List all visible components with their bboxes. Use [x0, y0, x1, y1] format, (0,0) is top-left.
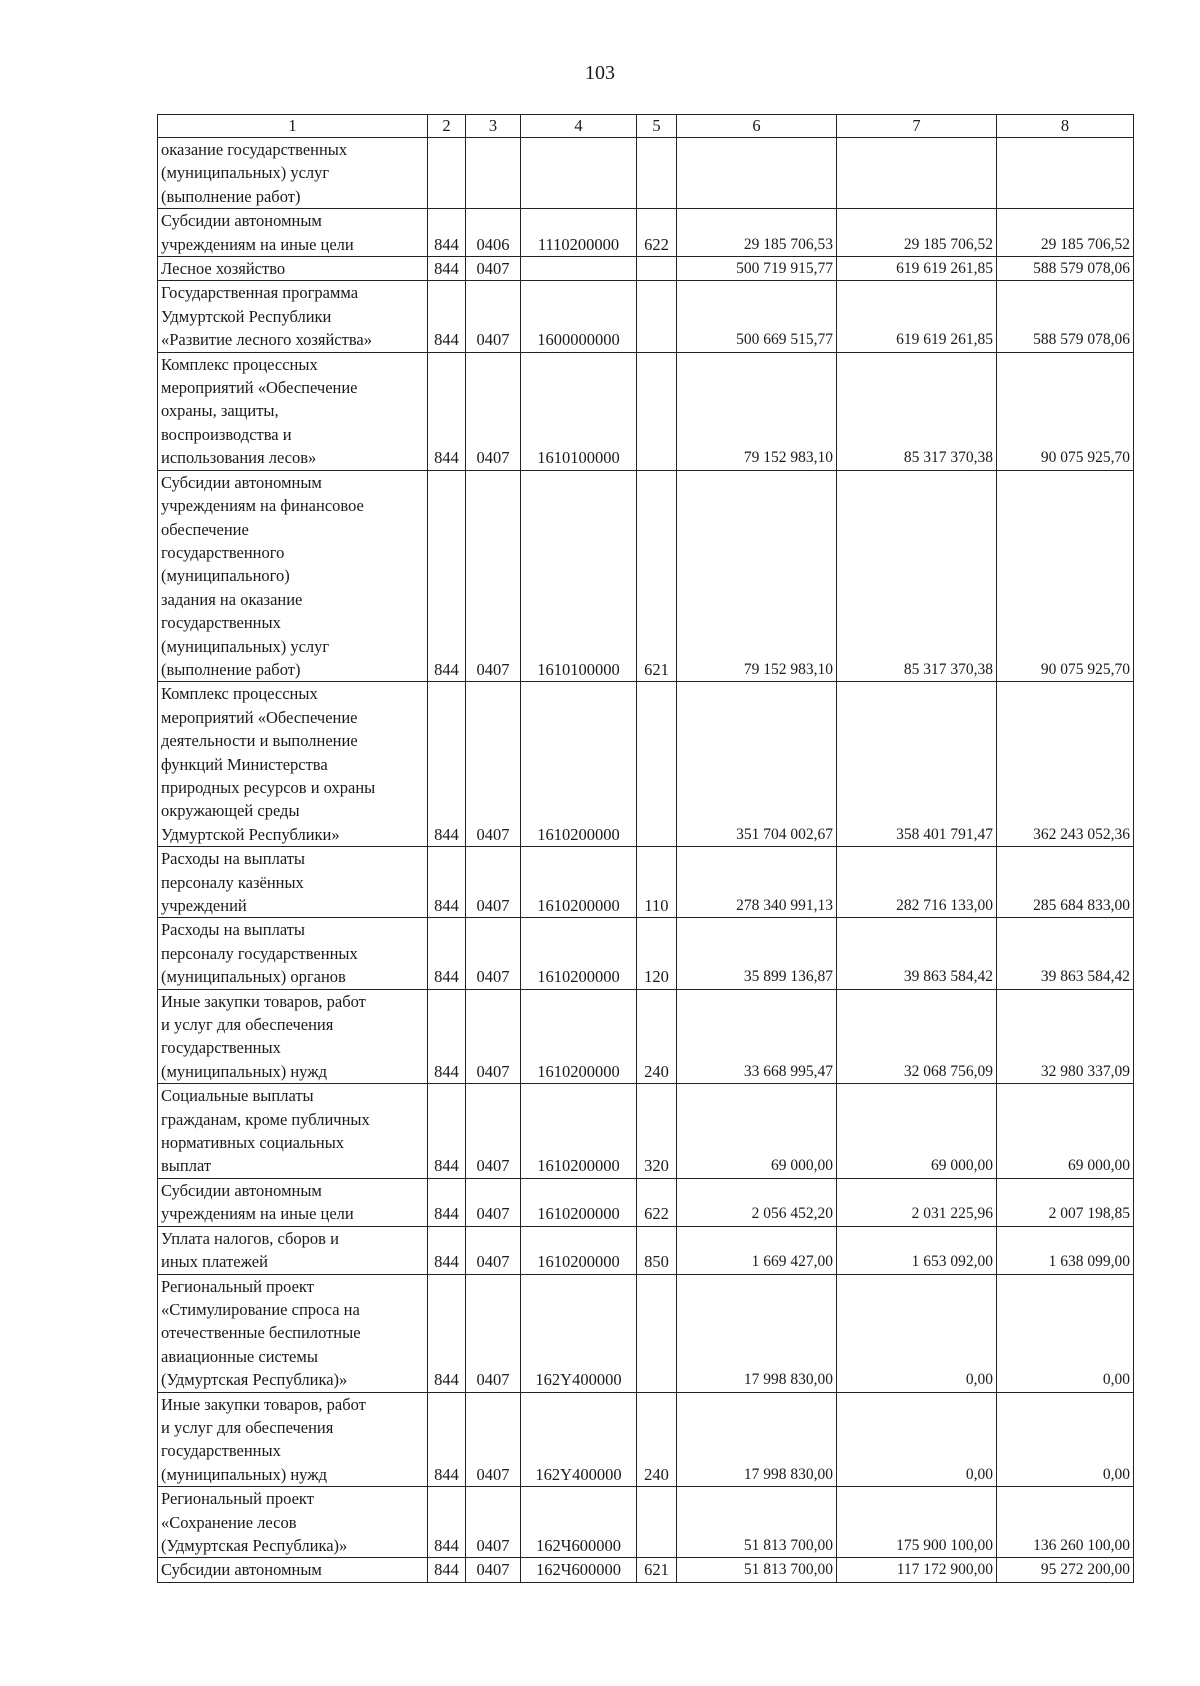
header-cell-2: 2 — [428, 115, 466, 138]
target-article-code: 162Y400000 — [521, 1392, 637, 1487]
section-code: 0407 — [466, 470, 521, 682]
target-article-code: 1610200000 — [521, 1226, 637, 1274]
table-row — [158, 1178, 1134, 1226]
expense-type-code: 240 — [637, 1392, 677, 1487]
expense-type-code: 621 — [637, 470, 677, 682]
section-code: 0407 — [466, 989, 521, 1084]
amount-col6: 500 719 915,77 — [677, 257, 837, 281]
header-cell-3: 3 — [466, 115, 521, 138]
row-name: Субсидии автономным учреждениям на иные цели — [158, 1178, 428, 1226]
amount-col6: 51 813 700,00 — [677, 1487, 837, 1558]
amount-col7: 117 172 900,00 — [837, 1558, 997, 1582]
expense-type-code: 622 — [637, 1178, 677, 1226]
amount-col8: 2 007 198,85 — [997, 1178, 1134, 1226]
target-article-code: 162Y400000 — [521, 1274, 637, 1392]
ministry-code: 844 — [428, 281, 466, 352]
row-name: Региональный проект «Стимулирование спроса на отечественные беспилотные авиационные системы (Удмуртская Республика)» — [158, 1274, 428, 1392]
expense-type-code: 320 — [637, 1084, 677, 1179]
section-code — [466, 138, 521, 209]
expense-type-code — [637, 1487, 677, 1558]
header-cell-8: 8 — [997, 115, 1134, 138]
table-row — [158, 918, 1134, 989]
ministry-code — [428, 138, 466, 209]
amount-col6: 17 998 830,00 — [677, 1392, 837, 1487]
target-article-code: 1610100000 — [521, 470, 637, 682]
header-cell-5: 5 — [637, 115, 677, 138]
amount-col8: 362 243 052,36 — [997, 682, 1134, 847]
section-code: 0407 — [466, 847, 521, 918]
amount-col6: 351 704 002,67 — [677, 682, 837, 847]
section-code: 0407 — [466, 682, 521, 847]
amount-col8: 1 638 099,00 — [997, 1226, 1134, 1274]
table-row — [158, 1392, 1134, 1487]
amount-col7: 69 000,00 — [837, 1084, 997, 1179]
amount-col6: 29 185 706,53 — [677, 209, 837, 257]
row-name: Расходы на выплаты персоналу государственных (муниципальных) органов — [158, 918, 428, 989]
expense-type-code: 120 — [637, 918, 677, 989]
table-row — [158, 352, 1134, 470]
amount-col6: 33 668 995,47 — [677, 989, 837, 1084]
expense-type-code — [637, 138, 677, 209]
ministry-code: 844 — [428, 470, 466, 682]
amount-col7: 0,00 — [837, 1392, 997, 1487]
amount-col6: 51 813 700,00 — [677, 1558, 837, 1582]
expense-type-code — [637, 682, 677, 847]
expense-type-code: 621 — [637, 1558, 677, 1582]
ministry-code: 844 — [428, 989, 466, 1084]
amount-col6: 17 998 830,00 — [677, 1274, 837, 1392]
ministry-code: 844 — [428, 1226, 466, 1274]
ministry-code: 844 — [428, 918, 466, 989]
budget-table — [157, 114, 1134, 1583]
page-number: 103 — [585, 62, 615, 84]
ministry-code: 844 — [428, 682, 466, 847]
section-code: 0407 — [466, 1392, 521, 1487]
header-cell-1: 1 — [158, 115, 428, 138]
ministry-code: 844 — [428, 1558, 466, 1582]
expense-type-code — [637, 257, 677, 281]
target-article-code: 1610100000 — [521, 352, 637, 470]
row-name: оказание государственных (муниципальных) услуг (выполнение работ) — [158, 138, 428, 209]
expense-type-code: 110 — [637, 847, 677, 918]
amount-col6: 278 340 991,13 — [677, 847, 837, 918]
row-name: Уплата налогов, сборов и иных платежей — [158, 1226, 428, 1274]
amount-col7: 85 317 370,38 — [837, 352, 997, 470]
amount-col6: 79 152 983,10 — [677, 352, 837, 470]
row-name: Иные закупки товаров, работ и услуг для обеспечения государственных (муниципальных) нужд — [158, 1392, 428, 1487]
amount-col7: 619 619 261,85 — [837, 257, 997, 281]
amount-col7: 0,00 — [837, 1274, 997, 1392]
expense-type-code — [637, 1274, 677, 1392]
amount-col7: 2 031 225,96 — [837, 1178, 997, 1226]
amount-col6: 35 899 136,87 — [677, 918, 837, 989]
table-row — [158, 138, 1134, 209]
table-row — [158, 1487, 1134, 1558]
amount-col8: 39 863 584,42 — [997, 918, 1134, 989]
ministry-code: 844 — [428, 1392, 466, 1487]
table-row — [158, 1084, 1134, 1179]
amount-col7: 39 863 584,42 — [837, 918, 997, 989]
target-article-code: 1610200000 — [521, 682, 637, 847]
amount-col8: 32 980 337,09 — [997, 989, 1134, 1084]
amount-col8: 29 185 706,52 — [997, 209, 1134, 257]
table-row — [158, 847, 1134, 918]
target-article-code: 1610200000 — [521, 918, 637, 989]
amount-col7: 619 619 261,85 — [837, 281, 997, 352]
section-code: 0407 — [466, 918, 521, 989]
row-name: Социальные выплаты гражданам, кроме публичных нормативных социальных выплат — [158, 1084, 428, 1179]
row-name: Иные закупки товаров, работ и услуг для обеспечения государственных (муниципальных) нужд — [158, 989, 428, 1084]
amount-col6: 2 056 452,20 — [677, 1178, 837, 1226]
target-article-code: 1610200000 — [521, 1084, 637, 1179]
amount-col6: 69 000,00 — [677, 1084, 837, 1179]
amount-col7 — [837, 138, 997, 209]
row-name: Государственная программа Удмуртской Республики «Развитие лесного хозяйства» — [158, 281, 428, 352]
target-article-code: 1610200000 — [521, 1178, 637, 1226]
header-cell-6: 6 — [677, 115, 837, 138]
table-row — [158, 1558, 1134, 1582]
table-row — [158, 989, 1134, 1084]
section-code: 0407 — [466, 1274, 521, 1392]
header-row — [158, 115, 1134, 138]
table-row — [158, 470, 1134, 682]
amount-col7: 85 317 370,38 — [837, 470, 997, 682]
amount-col7: 175 900 100,00 — [837, 1487, 997, 1558]
row-name: Комплекс процессных мероприятий «Обеспечение деятельности и выполнение функций Министерства природных ресурсов и охраны окружающей среды Удмуртской Республики» — [158, 682, 428, 847]
section-code: 0407 — [466, 1558, 521, 1582]
section-code: 0407 — [466, 352, 521, 470]
section-code: 0407 — [466, 1084, 521, 1179]
amount-col8: 0,00 — [997, 1274, 1134, 1392]
amount-col6 — [677, 138, 837, 209]
row-name: Расходы на выплаты персоналу казённых учреждений — [158, 847, 428, 918]
ministry-code: 844 — [428, 1274, 466, 1392]
ministry-code: 844 — [428, 352, 466, 470]
ministry-code: 844 — [428, 1178, 466, 1226]
target-article-code: 1110200000 — [521, 209, 637, 257]
row-name: Комплекс процессных мероприятий «Обеспечение охраны, защиты, воспроизводства и использования лесов» — [158, 352, 428, 470]
amount-col8: 588 579 078,06 — [997, 257, 1134, 281]
amount-col7: 358 401 791,47 — [837, 682, 997, 847]
section-code: 0407 — [466, 281, 521, 352]
ministry-code: 844 — [428, 209, 466, 257]
row-name: Лесное хозяйство — [158, 257, 428, 281]
ministry-code: 844 — [428, 847, 466, 918]
amount-col8: 95 272 200,00 — [997, 1558, 1134, 1582]
amount-col7: 1 653 092,00 — [837, 1226, 997, 1274]
table-row — [158, 281, 1134, 352]
target-article-code: 1610200000 — [521, 847, 637, 918]
target-article-code: 1600000000 — [521, 281, 637, 352]
target-article-code: 1610200000 — [521, 989, 637, 1084]
table-row — [158, 1226, 1134, 1274]
amount-col8: 0,00 — [997, 1392, 1134, 1487]
table-row — [158, 1274, 1134, 1392]
amount-col6: 500 669 515,77 — [677, 281, 837, 352]
section-code: 0407 — [466, 1178, 521, 1226]
amount-col8: 90 075 925,70 — [997, 352, 1134, 470]
ministry-code: 844 — [428, 1084, 466, 1179]
row-name: Региональный проект «Сохранение лесов (Удмуртская Республика)» — [158, 1487, 428, 1558]
row-name: Субсидии автономным учреждениям на иные цели — [158, 209, 428, 257]
amount-col8 — [997, 138, 1134, 209]
row-name: Субсидии автономным учреждениям на финансовое обеспечение государственного (муниципального) задания на оказание государственных (муниципальных) услуг (выполнение работ) — [158, 470, 428, 682]
section-code: 0407 — [466, 1487, 521, 1558]
amount-col8: 69 000,00 — [997, 1084, 1134, 1179]
amount-col8: 588 579 078,06 — [997, 281, 1134, 352]
target-article-code — [521, 257, 637, 281]
target-article-code — [521, 138, 637, 209]
table-row — [158, 682, 1134, 847]
amount-col8: 136 260 100,00 — [997, 1487, 1134, 1558]
header-cell-7: 7 — [837, 115, 997, 138]
expense-type-code: 850 — [637, 1226, 677, 1274]
amount-col7: 29 185 706,52 — [837, 209, 997, 257]
ministry-code: 844 — [428, 1487, 466, 1558]
target-article-code: 162Ч600000 — [521, 1487, 637, 1558]
expense-type-code — [637, 281, 677, 352]
amount-col6: 1 669 427,00 — [677, 1226, 837, 1274]
section-code: 0406 — [466, 209, 521, 257]
table-row — [158, 257, 1134, 281]
amount-col6: 79 152 983,10 — [677, 470, 837, 682]
table-row — [158, 209, 1134, 257]
target-article-code: 162Ч600000 — [521, 1558, 637, 1582]
amount-col7: 32 068 756,09 — [837, 989, 997, 1084]
row-name: Субсидии автономным — [158, 1558, 428, 1582]
ministry-code: 844 — [428, 257, 466, 281]
amount-col8: 285 684 833,00 — [997, 847, 1134, 918]
expense-type-code: 240 — [637, 989, 677, 1084]
amount-col7: 282 716 133,00 — [837, 847, 997, 918]
expense-type-code — [637, 352, 677, 470]
expense-type-code: 622 — [637, 209, 677, 257]
header-cell-4: 4 — [521, 115, 637, 138]
section-code: 0407 — [466, 257, 521, 281]
amount-col8: 90 075 925,70 — [997, 470, 1134, 682]
section-code: 0407 — [466, 1226, 521, 1274]
